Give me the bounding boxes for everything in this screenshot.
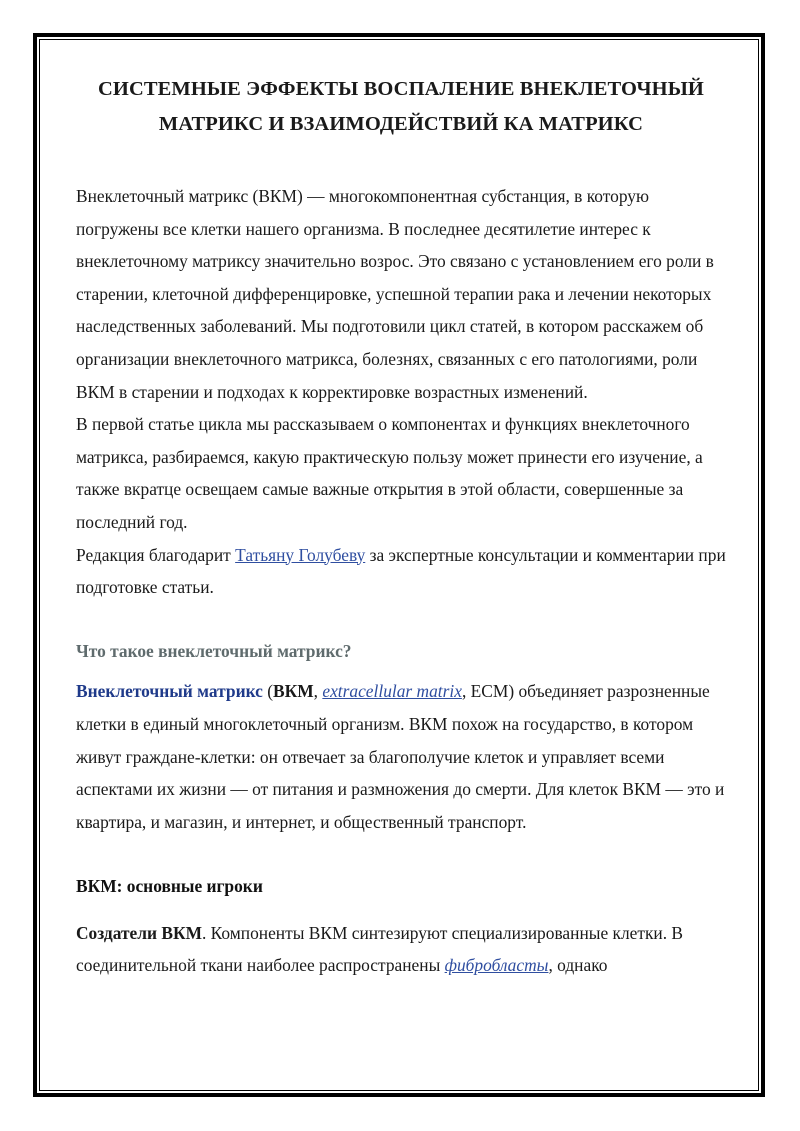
creators-tail: , однако	[548, 955, 608, 976]
acknowledgement-text-end: за экспертные консультации и комментарии при подготовке статьи.	[76, 544, 726, 598]
extracellular-matrix-link[interactable]: extracellular matrix	[322, 681, 462, 702]
document-body	[76, 72, 726, 982]
ecm-term: Внеклеточный матрикс	[76, 681, 263, 702]
ecm-definition-paragraph	[76, 675, 726, 838]
paren-open: (	[262, 681, 274, 702]
ecm-definition-text: , ECM) объединяет разрозненные клетки в единый многоклеточный организм. ВКМ похож на государство, в котором живут граждане-клетки: он отвечает за благополучие клеток и управляет всеми аспектами их жизни — от питания и размножения до смерти. Для клеток ВКМ — это и квартира, и магазин, и интернет, и общественный транспорт.	[76, 681, 725, 832]
document-title: СИСТЕМНЫЕ ЭФФЕКТЫ ВОСПАЛЕНИЕ ВНЕКЛЕТОЧНЫЙ МАТРИКС И ВЗАИМОДЕЙСТВИЙ КА МАТРИКС	[98, 78, 704, 135]
acknowledgement-text: Редакция благодарит	[76, 544, 236, 565]
creators-lead: Создатели ВКМ	[76, 922, 202, 943]
section-heading-main-players: ВКМ: основные игроки	[76, 876, 263, 897]
comma: ,	[313, 681, 323, 702]
section-heading-what-is-ecm: Что такое внеклеточный матрикс?	[76, 640, 352, 661]
intro-paragraph-2: В первой статье цикла мы рассказываем о компонентах и функциях внеклеточного матрикса, разбираемся, какую практическую пользу может принести его изучение, а также вкратце освещаем самые важные открытия в этой области, совершенные за последний год.	[76, 414, 703, 532]
creators-paragraph	[76, 917, 726, 982]
acknowledgement-paragraph	[76, 539, 726, 604]
fibroblasts-link[interactable]: фибробласты	[444, 955, 549, 976]
ecm-abbreviation: ВКМ	[273, 681, 314, 702]
intro-paragraph-1: Внеклеточный матрикс (ВКМ) — многокомпонентная субстанция, в которую погружены все клетки нашего организма. В последнее десятилетие интерес к внеклеточному матриксу значительно возрос. Это связано с установлением его роли в старении, клеточной дифференцировке, успешной терапии рака и лечении некоторых наследственных заболеваний. Мы подготовили цикл статей, в котором расскажем об организации внеклеточного матрикса, болезнях, связанных с его патологиями, роли ВКМ в старении и подходах к корректировке возрастных изменений.	[76, 186, 714, 402]
author-link[interactable]: Татьяну Голубеву	[235, 544, 366, 565]
creators-text: . Компоненты ВКМ синтезируют специализированные клетки. В соединительной ткани наиболее распространены	[76, 922, 684, 976]
